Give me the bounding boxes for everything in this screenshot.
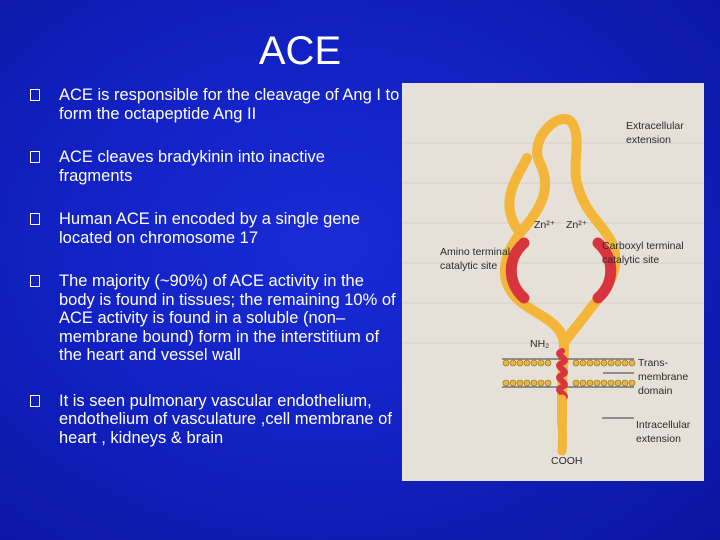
label-cooh: COOH <box>551 455 583 467</box>
bullet-text: ACE is responsible for the cleavage of Ang I to form the octapeptide Ang II <box>59 86 400 123</box>
transmembrane-helix <box>559 351 565 399</box>
label-amino-2: catalytic site <box>440 260 498 272</box>
bullet-square-icon <box>30 213 40 225</box>
label-trans-3: domain <box>638 385 673 397</box>
label-zn-left: Zn²⁺ <box>534 219 556 231</box>
bullet-square-icon <box>30 89 40 101</box>
label-intracellular-2: extension <box>636 433 681 445</box>
label-extracellular-2: extension <box>626 134 671 146</box>
bullet-square-icon <box>30 151 40 163</box>
label-carboxyl-2: catalytic site <box>602 254 660 266</box>
bullet-item <box>30 392 400 448</box>
bullet-item <box>30 148 400 185</box>
amino-catalytic-site <box>511 243 524 298</box>
bullet-square-icon <box>30 395 40 407</box>
bullet-list <box>30 86 400 447</box>
bullet-item <box>30 272 400 365</box>
ace-diagram-svg <box>402 83 704 481</box>
label-carboxyl-1: Carboxyl terminal <box>602 240 684 252</box>
ace-structure-diagram <box>402 83 704 481</box>
bullet-text: ACE cleaves bradykinin into inactive fragments <box>59 148 325 185</box>
bullet-square-icon <box>30 275 40 287</box>
label-trans-1: Trans- <box>638 357 668 369</box>
bullet-item <box>30 210 400 247</box>
bullet-text: It is seen pulmonary vascular endothelium, endothelium of vasculature ,cell membrane of heart , kidneys & brain <box>59 391 392 447</box>
bullet-text: The majority (~90%) of ACE activity in the body is found in tissues; the remaining 10% of ACE activity is found in a soluble (non–membrane bound) form in the interstitium of the heart and vessel wall <box>59 272 396 364</box>
bullet-item <box>30 86 400 123</box>
label-amino-1: Amino terminal <box>440 246 511 258</box>
label-trans-2: membrane <box>638 371 689 383</box>
bullet-text: Human ACE in encoded by a single gene located on chromosome 17 <box>59 210 360 247</box>
label-zn-right: Zn²⁺ <box>566 219 588 231</box>
label-nh2: NH₂ <box>530 338 550 350</box>
slide-title: ACE <box>258 29 342 73</box>
intracellular-tail <box>561 399 562 451</box>
label-extracellular-1: Extracellular <box>626 120 684 132</box>
label-intracellular-1: Intracellular <box>636 419 691 431</box>
